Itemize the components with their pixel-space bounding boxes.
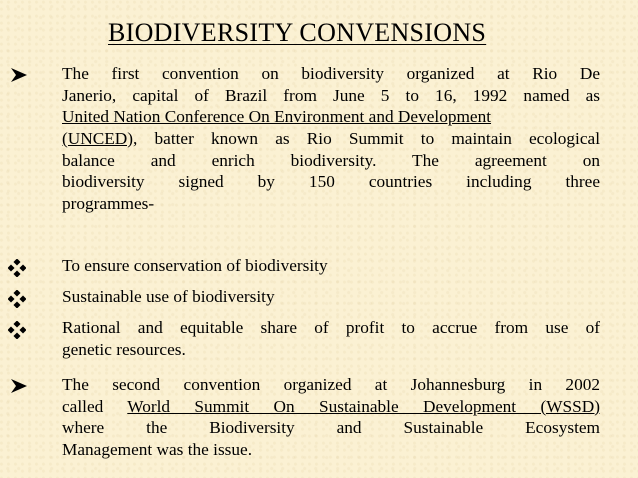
text-fragment: batter known as Rio Summit to maintain ecological <box>137 129 600 149</box>
text-line: where the Biodiversity and Sustainable Ecosystem <box>62 418 600 438</box>
slide-title: BIODIVERSITY CONVENSIONS <box>108 18 487 47</box>
text-line: balance and enrich biodiversity. The agreement on <box>62 150 600 170</box>
text-line: biodiversity signed by 150 countries including three <box>62 172 600 192</box>
text-line: To ensure conservation of biodiversity <box>62 256 328 275</box>
text-line: Management was the issue. <box>62 440 253 460</box>
text-line: Rational and equitable share of profit to accrue from use of <box>62 318 600 337</box>
text-line: Sustainable use of biodiversity <box>62 287 275 306</box>
unced-name: United Nation Conference On Environment and Development <box>62 107 492 127</box>
arrow-icon <box>10 67 28 89</box>
diamond-icon <box>8 290 26 312</box>
arrow-icon <box>10 378 28 400</box>
text-fragment: called <box>62 396 128 416</box>
text-line: The first convention on biodiversity organized at Rio De <box>62 64 600 83</box>
bullet-text-4 <box>62 317 600 360</box>
bullet-text-1 <box>62 63 600 215</box>
diamond-icon <box>8 259 26 281</box>
bullet-text-2 <box>62 255 600 277</box>
text-line <box>62 128 600 150</box>
text-line: programmes- <box>62 194 155 214</box>
text-line: Janerio, capital of Brazil from June 5 to 16, 1992 named as <box>62 85 600 105</box>
text-line: genetic resources. <box>62 339 186 359</box>
bullet-text-5 <box>62 374 600 461</box>
bullet-text-3 <box>62 286 600 308</box>
unced-acronym: (UNCED), <box>62 129 138 149</box>
diamond-icon <box>8 321 26 343</box>
text-line: The second convention organized at Johannesburg in 2002 <box>62 375 600 394</box>
text-line <box>62 396 600 418</box>
wssd-name: World Summit On Sustainable Development (WSSD) <box>127 396 600 416</box>
text-line <box>62 106 600 128</box>
